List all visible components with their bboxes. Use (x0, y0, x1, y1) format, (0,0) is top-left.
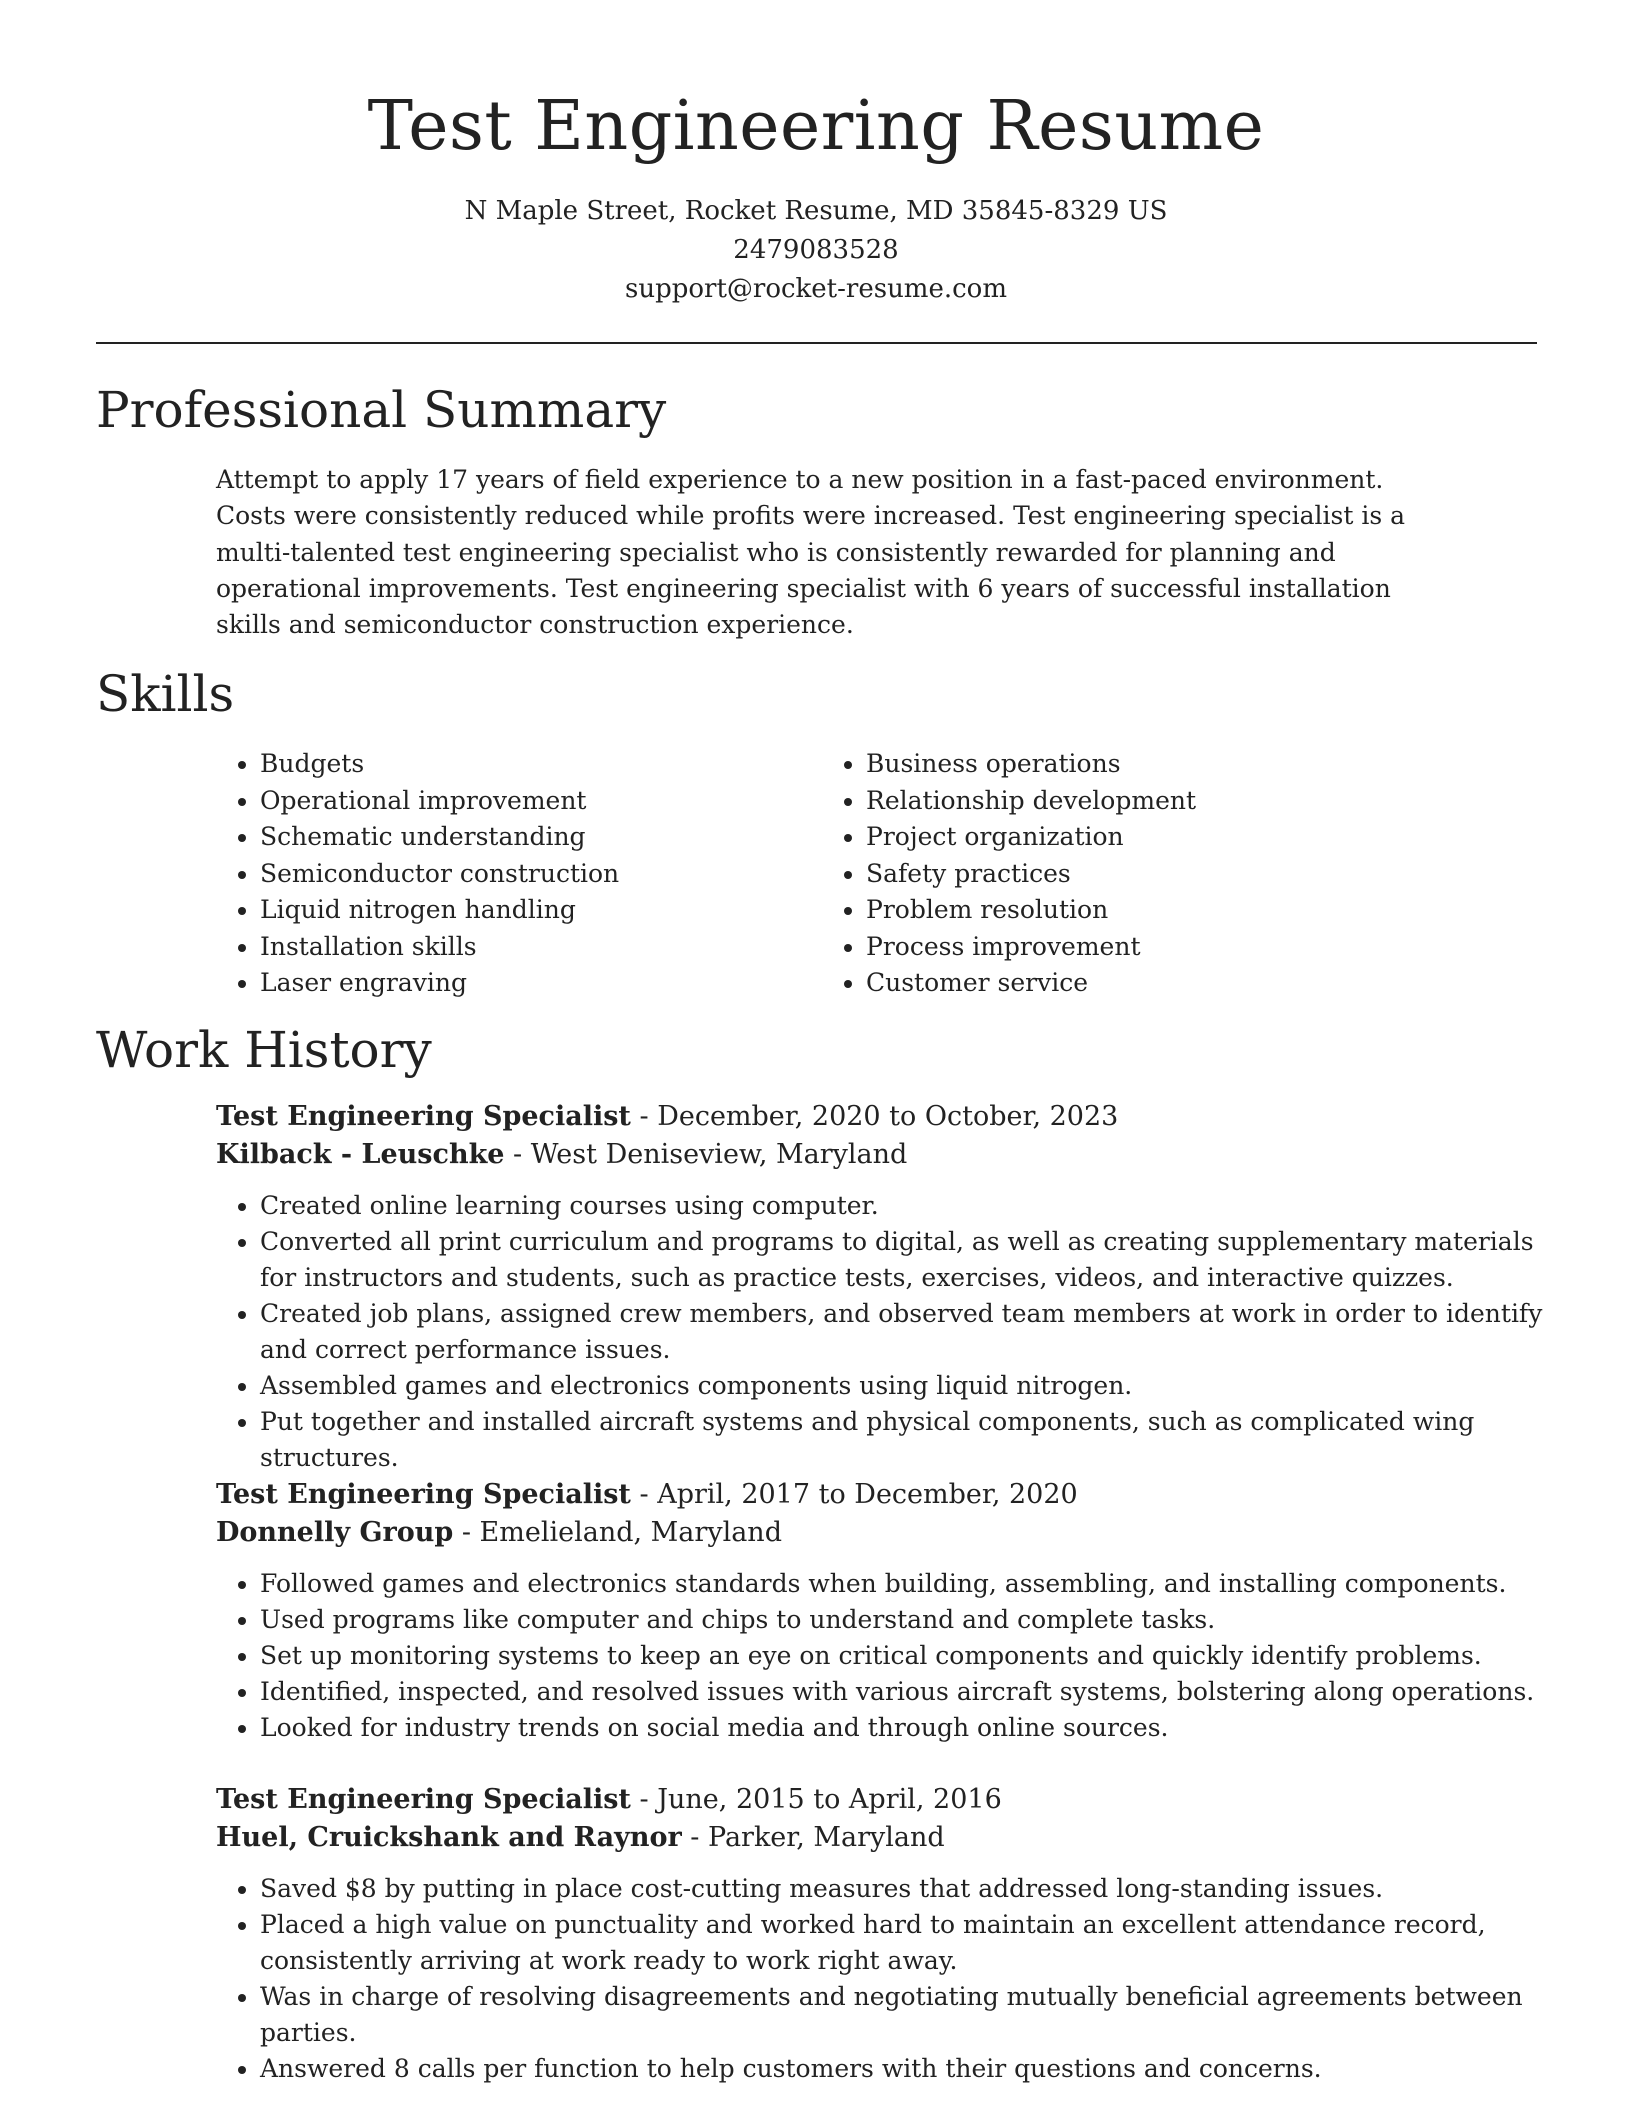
contact-phone: 2479083528 (733, 235, 899, 265)
job-role: Test Engineering Specialist (216, 1101, 631, 1132)
resume-header (0, 0, 1632, 309)
job-bullets (216, 1566, 1546, 1746)
job-bullet: • Placed a high value on punctuality and worked hard to maintain an excellent attendance record, consistently arriving at work ready to work right away. (260, 1907, 1546, 1979)
job-location: - West Deniseview, Maryland (504, 1139, 908, 1170)
skill-item: • Project organization (866, 819, 1472, 856)
job-role: Test Engineering Specialist (216, 1784, 631, 1815)
job-company: Kilback - Leuschke (216, 1139, 505, 1170)
job-company: Huel, Cruickshank and Raynor (216, 1822, 682, 1853)
skill-item: • Operational improvement (260, 783, 822, 820)
job-dates: - December, 2020 to October, 2023 (630, 1101, 1119, 1132)
job-bullet: • Assembled games and electronics components using liquid nitrogen. (260, 1368, 1546, 1404)
skill-item: • Relationship development (866, 783, 1472, 820)
skill-item: • Business operations (866, 746, 1472, 783)
skill-item: • Customer service (866, 965, 1472, 1002)
job-bullet: • Created online learning courses using computer. (260, 1188, 1546, 1224)
skills-heading: Skills (96, 665, 235, 723)
skill-item: • Installation skills (260, 929, 822, 966)
resume-title: Test Engineering Resume (367, 87, 1265, 166)
job-bullet: • Answered 8 calls per function to help customers with their questions and concerns. (260, 2051, 1546, 2087)
skill-item: • Budgets (260, 746, 822, 783)
contact-info (0, 192, 1632, 309)
contact-email: support@rocket-resume.com (624, 274, 1007, 304)
job-title-line (216, 1781, 1546, 1819)
job-title-line (216, 1098, 1546, 1136)
job-dates: - April, 2017 to December, 2020 (630, 1479, 1078, 1510)
skill-item: • Semiconductor construction (260, 856, 822, 893)
job-bullet: • Created job plans, assigned crew members, and observed team members at work in order to identify and correct performance issues. (260, 1296, 1546, 1368)
job-company-line (216, 1819, 1546, 1857)
summary-text: Attempt to apply 17 years of field experience to a new position in a fast-paced environment. Costs were consistently reduced while profits were increased. Test engineering specialist is a multi-talented test engineering specialist who is consistently rewarded for planning and operational improvements. Test engineering specialist with 6 years of successful installation skills and semiconductor construction experience. (216, 465, 1406, 640)
skills-list (216, 746, 1516, 1002)
job-bullet: • Saved $8 by putting in place cost-cutting measures that addressed long-standing issues. (260, 1871, 1546, 1907)
job-entry (216, 1098, 1546, 1476)
skill-item: • Laser engraving (260, 965, 822, 1002)
job-bullets (216, 1188, 1546, 1476)
job-bullets (216, 1871, 1546, 2087)
job-bullet: • Identified, inspected, and resolved issues with various aircraft systems, bolstering along operations. (260, 1674, 1546, 1710)
job-bullet: • Converted all print curriculum and programs to digital, as well as creating supplementary materials for instructors and students, such as practice tests, exercises, videos, and interactive quizzes. (260, 1224, 1546, 1296)
skills-column-left (216, 746, 822, 1002)
job-location: - Emelieland, Maryland (453, 1517, 782, 1548)
job-dates: - June, 2015 to April, 2016 (630, 1784, 1002, 1815)
job-entry (216, 1476, 1546, 1746)
job-bullet: • Followed games and electronics standards when building, assembling, and installing components. (260, 1566, 1546, 1602)
job-role: Test Engineering Specialist (216, 1479, 631, 1510)
job-bullet: • Used programs like computer and chips to understand and complete tasks. (260, 1602, 1546, 1638)
job-company-line (216, 1514, 1546, 1552)
job-bullet: • Looked for industry trends on social media and through online sources. (260, 1710, 1546, 1746)
job-title-line (216, 1476, 1546, 1514)
skill-item: • Liquid nitrogen handling (260, 892, 822, 929)
contact-address: N Maple Street, Rocket Resume, MD 35845-8329 US (464, 196, 1168, 226)
work-history-heading: Work History (96, 1021, 432, 1079)
header-divider (96, 342, 1537, 344)
skill-item: • Schematic understanding (260, 819, 822, 856)
skill-item: • Problem resolution (866, 892, 1472, 929)
skills-column-right (822, 746, 1472, 1002)
job-entry (216, 1781, 1546, 2087)
job-company: Donnelly Group (216, 1517, 454, 1548)
job-location: - Parker, Maryland (681, 1822, 945, 1853)
job-bullet: • Was in charge of resolving disagreements and negotiating mutually beneficial agreements between parties. (260, 1979, 1546, 2051)
job-bullet: • Set up monitoring systems to keep an eye on critical components and quickly identify problems. (260, 1638, 1546, 1674)
job-company-line (216, 1136, 1546, 1174)
skill-item: • Process improvement (866, 929, 1472, 966)
summary-heading: Professional Summary (96, 381, 667, 439)
job-bullet: • Put together and installed aircraft systems and physical components, such as complicated wing structures. (260, 1404, 1546, 1476)
skill-item: • Safety practices (866, 856, 1472, 893)
